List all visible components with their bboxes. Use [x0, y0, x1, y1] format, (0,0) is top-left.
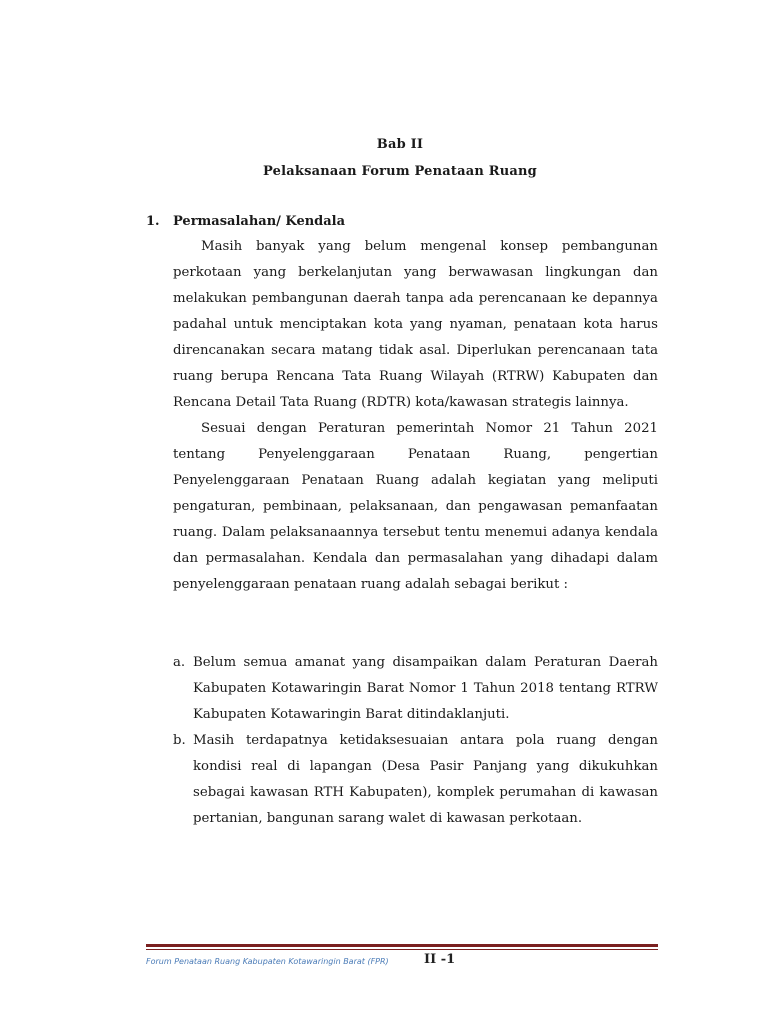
list-marker: a. — [173, 655, 186, 670]
chapter-title: Pelaksanaan Forum Penataan Ruang — [263, 164, 537, 179]
section-title: Permasalahan/ Kendala — [173, 214, 346, 229]
section-number: 1. — [146, 214, 160, 229]
list-item-text: Belum semua amanat yang disampaikan dalam Peraturan Daerah Kabupaten Kotawaringin Barat Nomor 1 Tahun 2018 tentang RTRW Kabupaten Kotawaringin Barat ditindaklanjuti. — [193, 655, 658, 722]
footer-caption: Forum Penataan Ruang Kabupaten Kotawaringin Barat (FPR) — [146, 957, 389, 966]
list-item — [173, 650, 658, 728]
issue-list — [173, 650, 658, 832]
paragraph: Sesuai dengan Peraturan pemerintah Nomor 21 Tahun 2021 tentang Penyelenggaraan Penataan Ruang, pengertian Penyelenggaraan Penataan Ruang adalah kegiatan yang meliputi pengaturan, pembinaan, pelaksanaan, dan pengawasan pemanfaatan ruang. Dalam pelaksanaannya tersebut tentu menemui adanya kendala dan permasalahan. Kendala dan permasalahan yang dihadapi dalam penyelenggaraan penataan ruang adalah sebagai berikut : — [173, 421, 658, 592]
list-item — [173, 728, 658, 832]
page-number: II -1 — [424, 952, 456, 967]
list-marker: b. — [173, 733, 186, 748]
paragraph: Masih banyak yang belum mengenal konsep pembangunan perkotaan yang berkelanjutan yang berwawasan lingkungan dan melakukan pembangunan daerah tanpa ada perencanaan ke depannya padahal untuk menciptakan kota yang nyaman, penataan kota harus direncanakan secara matang tidak asal. Diperlukan perencanaan tata ruang berupa Rencana Tata Ruang Wilayah (RTRW) Kabupaten dan Rencana Detail Tata Ruang (RDTR) kota/kawasan strategis lainnya. — [173, 239, 658, 410]
footer-divider-thin — [146, 949, 658, 950]
footer-divider-thick — [146, 944, 658, 947]
list-item-text: Masih terdapatnya ketidaksesuaian antara pola ruang dengan kondisi real di lapangan (Desa Pasir Panjang yang dikukuhkan sebagai kawasan RTH Kabupaten), komplek perumahan di kawasan pertanian, bangunan sarang walet di kawasan perkotaan. — [193, 733, 658, 826]
body-text — [173, 234, 658, 598]
chapter-label: Bab II — [376, 137, 424, 152]
